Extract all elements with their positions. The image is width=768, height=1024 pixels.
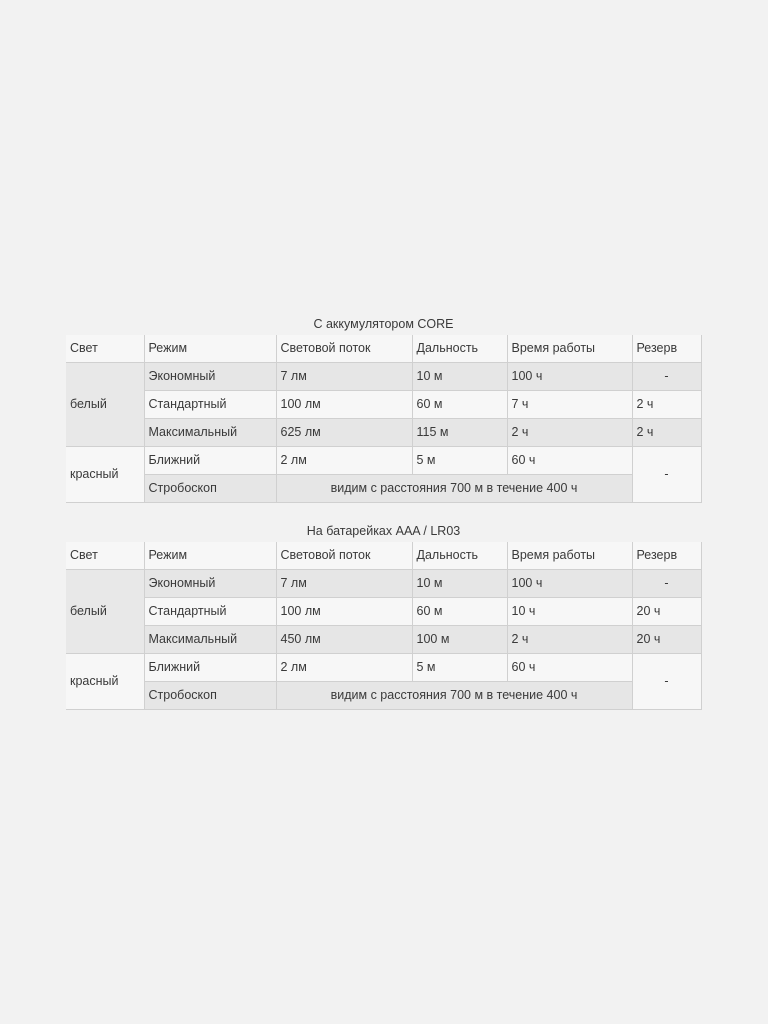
table-header-row	[66, 542, 701, 570]
range-cell: 100 м	[412, 626, 507, 654]
strobe-note: видим с расстояния 700 м в течение 400 ч	[276, 475, 632, 503]
flux-cell: 450 лм	[276, 626, 412, 654]
table-row	[66, 598, 701, 626]
light-white-label: белый	[66, 570, 144, 654]
header-flux: Световой поток	[276, 335, 412, 363]
reserve-cell: -	[632, 570, 701, 598]
header-mode: Режим	[144, 335, 276, 363]
header-light: Свет	[66, 542, 144, 570]
mode-cell: Экономный	[144, 570, 276, 598]
range-cell: 10 м	[412, 570, 507, 598]
light-red-label: красный	[66, 654, 144, 710]
flux-cell: 2 лм	[276, 654, 412, 682]
flux-cell: 100 лм	[276, 391, 412, 419]
aaa-battery-section	[66, 520, 701, 710]
table-row	[66, 391, 701, 419]
table-row	[66, 447, 701, 475]
reserve-cell: 2 ч	[632, 419, 701, 447]
mode-cell: Стробоскоп	[144, 475, 276, 503]
mode-cell: Стандартный	[144, 598, 276, 626]
flux-cell: 625 лм	[276, 419, 412, 447]
header-reserve: Резерв	[632, 542, 701, 570]
runtime-cell: 2 ч	[507, 419, 632, 447]
runtime-cell: 100 ч	[507, 363, 632, 391]
reserve-cell: 20 ч	[632, 626, 701, 654]
light-white-label: белый	[66, 363, 144, 447]
range-cell: 60 м	[412, 391, 507, 419]
header-range: Дальность	[412, 542, 507, 570]
flux-cell: 2 лм	[276, 447, 412, 475]
runtime-cell: 10 ч	[507, 598, 632, 626]
header-runtime: Время работы	[507, 335, 632, 363]
header-light: Свет	[66, 335, 144, 363]
mode-cell: Ближний	[144, 447, 276, 475]
mode-cell: Ближний	[144, 654, 276, 682]
range-cell: 5 м	[412, 447, 507, 475]
table-row	[66, 570, 701, 598]
mode-cell: Максимальный	[144, 419, 276, 447]
flux-cell: 7 лм	[276, 570, 412, 598]
reserve-cell: -	[632, 363, 701, 391]
light-red-label: красный	[66, 447, 144, 503]
section-title: На батарейках AAA / LR03	[306, 524, 461, 538]
header-range: Дальность	[412, 335, 507, 363]
specs-table-core	[66, 335, 702, 503]
mode-cell: Максимальный	[144, 626, 276, 654]
mode-cell: Экономный	[144, 363, 276, 391]
specs-table-aaa	[66, 542, 702, 710]
strobe-note: видим с расстояния 700 м в течение 400 ч	[276, 682, 632, 710]
range-cell: 115 м	[412, 419, 507, 447]
table-header-row	[66, 335, 701, 363]
flux-cell: 7 лм	[276, 363, 412, 391]
flux-cell: 100 лм	[276, 598, 412, 626]
mode-cell: Стандартный	[144, 391, 276, 419]
header-flux: Световой поток	[276, 542, 412, 570]
runtime-cell: 2 ч	[507, 626, 632, 654]
reserve-cell: 2 ч	[632, 391, 701, 419]
table-row	[66, 419, 701, 447]
range-cell: 60 м	[412, 598, 507, 626]
reserve-cell: -	[632, 654, 701, 710]
runtime-cell: 60 ч	[507, 654, 632, 682]
core-battery-section	[66, 313, 701, 503]
range-cell: 10 м	[412, 363, 507, 391]
header-runtime: Время работы	[507, 542, 632, 570]
section-title: С аккумулятором CORE	[313, 317, 454, 331]
table-row	[66, 654, 701, 682]
mode-cell: Стробоскоп	[144, 682, 276, 710]
runtime-cell: 60 ч	[507, 447, 632, 475]
range-cell: 5 м	[412, 654, 507, 682]
runtime-cell: 7 ч	[507, 391, 632, 419]
table-row	[66, 626, 701, 654]
table-row	[66, 363, 701, 391]
header-reserve: Резерв	[632, 335, 701, 363]
reserve-cell: -	[632, 447, 701, 503]
table-row	[66, 475, 701, 503]
table-row	[66, 682, 701, 710]
runtime-cell: 100 ч	[507, 570, 632, 598]
reserve-cell: 20 ч	[632, 598, 701, 626]
header-mode: Режим	[144, 542, 276, 570]
